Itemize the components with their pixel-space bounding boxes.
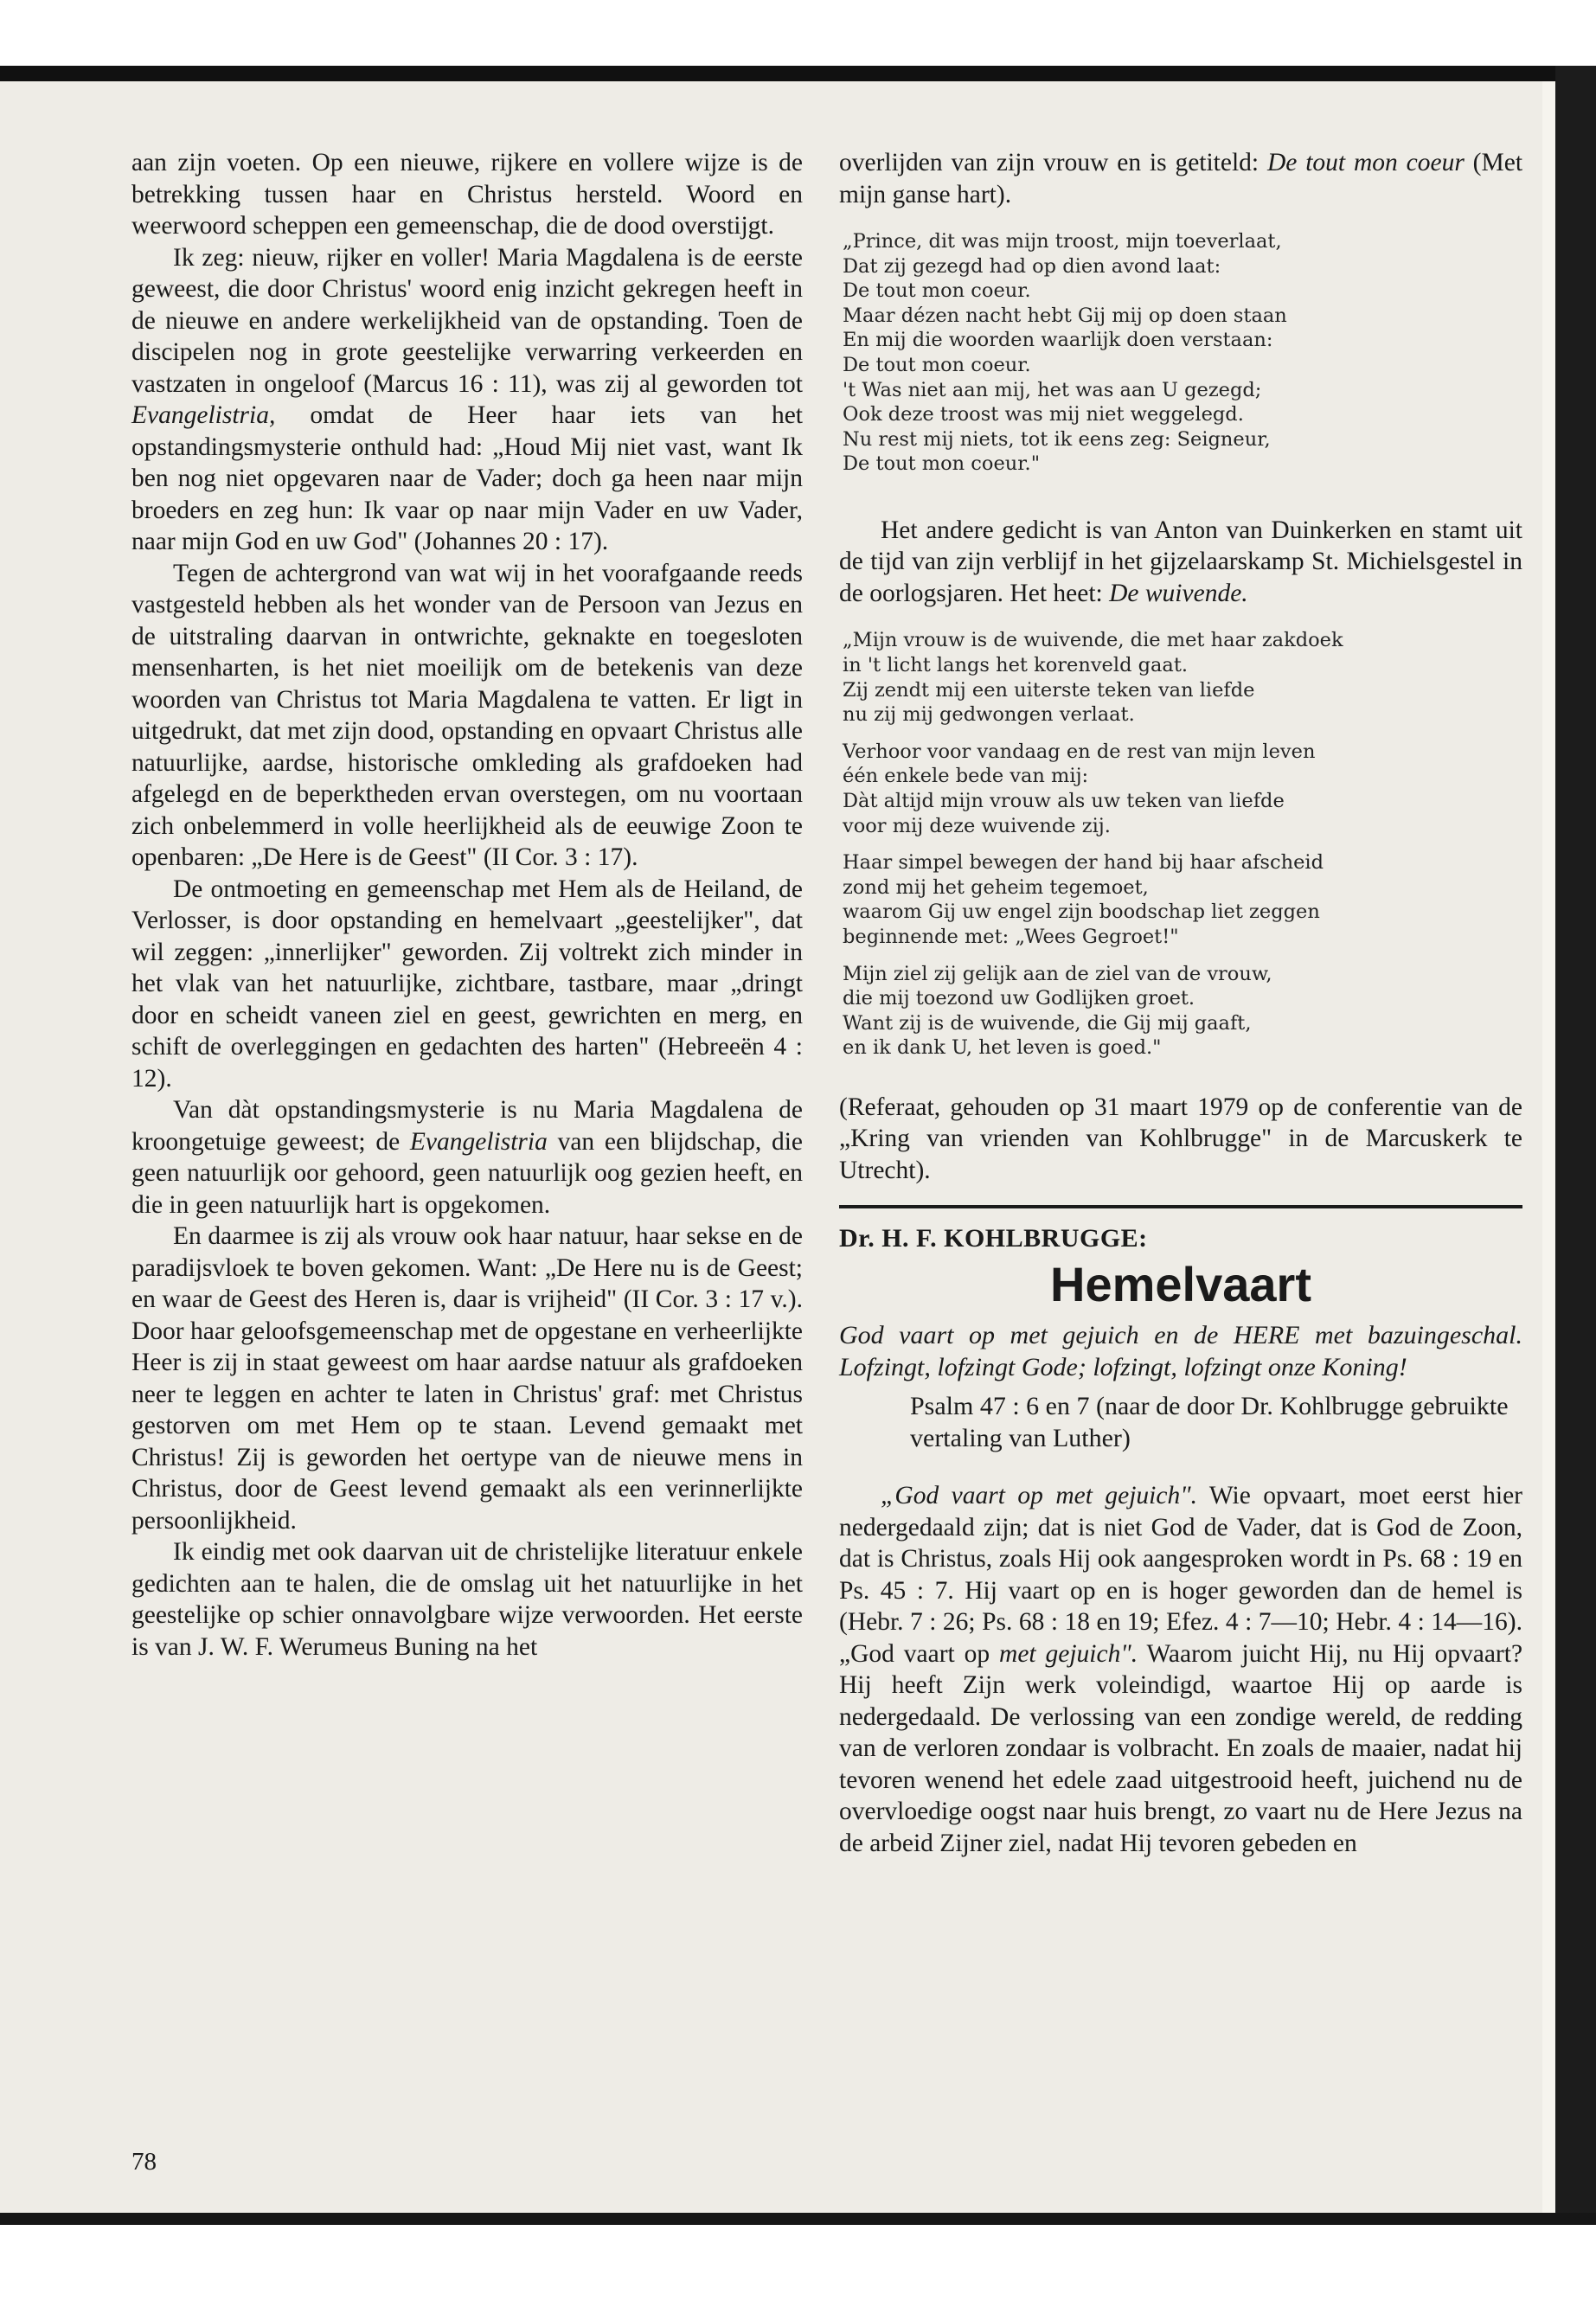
scan-bottom-border (0, 2213, 1596, 2225)
poem-line: „Prince, dit was mijn troost, mijn toeverlaat, (843, 230, 1282, 253)
intro-text: overlijden van zijn vrouw en is getiteld: (839, 149, 1259, 176)
intro-text: Het andere gedicht is van Anton van Duinkerken en stamt uit de tijd van zijn verblijf in het gijzelaarskamp St. Michielsgestel in de oorlogsjaren. Het heet: (839, 516, 1522, 607)
scan-right-paper-edge (1542, 81, 1555, 2213)
paragraph-text: Ik zeg: nieuw, rijker en voller! Maria Magdalena is de eerste geweest, die door Christus' woord enig inzicht gekregen heeft in de nieuwe en andere werkelijkheid van de opstanding. Toen de discipelen nog in grote geestelijke verwarring verkeerden en vastzaten in ongeloof (Marcus 16 : 11), was zij al geworden tot (131, 243, 803, 398)
paragraph: En daarmee is zij als vrouw ook haar natuur, haar sekse en de paradijsvloek te boven gekomen. Want: „De Here nu is de Geest; en waar de Geest des Heren is, daar is vrijheid" (II Cor. 3 : 17 v.). Door haar geloofsgemeenschap met de opgestane en verheerlijkte Heer is zij in staat geweest om haar aardse natuur als grafdoeken neer te leggen en achter te laten in Christus' graf: met Christus gestorven om met Hem op te staan. Levend gemaakt met Christus! Zij is geworden het oertype van de nieuwe mens in Christus, door de Geest levend gemaakt als een verinnerlijkte persoonlijkheid. (131, 1222, 803, 1535)
poem-title: De tout mon coeur (1266, 149, 1465, 176)
poem-line: Dàt altijd mijn vrouw als uw teken van liefde (843, 790, 1285, 812)
poem-line: De tout mon coeur. (843, 279, 1031, 303)
poem-line: De tout mon coeur." (843, 452, 1041, 476)
second-poem-intro (839, 515, 1522, 610)
poem-line: Nu rest mij niets, tot ik eens zeg: Seigneur, (843, 427, 1271, 451)
referaat-note: (Referaat, gehouden op 31 maart 1979 op de conferentie van de „Kring van vrienden van Kohlbrugge" in de Marcuskerk te Utrecht). (839, 1093, 1522, 1184)
poem-line: De tout mon coeur. (843, 353, 1031, 376)
psalm-reference: Psalm 47 : 6 en 7 (naar de door Dr. Kohlbrugge gebruikte vertaling van Luther) (910, 1392, 1509, 1453)
paragraph (131, 1094, 803, 1221)
poem-line: Mijn ziel zij gelijk aan de ziel van de vrouw, (843, 962, 1272, 985)
poem-stanza (843, 229, 1522, 477)
paragraph-text: omdat de Heer haar iets van het opstandingsmysterie onthuld had: „Houd Mij niet vast, want Ik ben nog niet opgevaren naar de Vader; doch ga heen naar mijn broeders en zeg hun: Ik vaar op naar mijn Vader en uw Vader, naar mijn God en uw God" (Johannes 20 : 17). (131, 401, 803, 555)
poem-line: nu zij mij gedwongen verlaat. (843, 703, 1135, 727)
intro-tail: (Met mijn ganse hart). (839, 149, 1523, 208)
poem-line: Want zij is de wuivende, die Gij mij gaaft, (843, 1011, 1252, 1035)
poem-line: Maar dézen nacht hebt Gij mij op doen staan (843, 304, 1287, 327)
right-column (839, 147, 1522, 1859)
poem-line: Ook deze troost was mij niet weggelegd. (843, 403, 1244, 426)
poem-line: beginnende met: „Wees Gegroet!" (843, 925, 1179, 948)
paragraph-text: Van dàt opstandingsmysterie is nu Maria Magdalena de kroongetuige geweest; de (131, 1096, 803, 1156)
scan-top-border (0, 66, 1596, 81)
spacer (839, 609, 1522, 628)
poem-stanza (843, 740, 1522, 838)
poem-stanza (843, 962, 1522, 1061)
article-body (839, 1480, 1522, 1859)
spacer (839, 1454, 1522, 1480)
body-text: Waarom juicht Hij, nu Hij opvaart? Hij heeft Zijn werk voleindigd, waartoe Hij op aarde is nedergedaald. De verlossing van een zondige wereld, de redding van de verloren zondaar is volbracht. En zoals de maaier, nadat hij tevoren wenend het edele zaad uitgestrooid heeft, juichend nu de overvloedige oogst naar huis brengt, zo vaart nu de Here Jezus na de arbeid Zijner ziel, nadat Hij tevoren gebeden en (839, 1639, 1523, 1857)
scan-right-border (1555, 66, 1596, 2225)
poem-line: 't Was niet aan mij, het was aan U gezegd; (843, 378, 1262, 401)
paragraph: Ik eindig met ook daarvan uit de christelijke literatuur enkele gedichten aan te halen, die de omslag uit het natuurlijke in het geestelijke op schier onnavolgbare wijze verwoorden. Het eerste is van J. W. F. Werumeus Buning na het (131, 1538, 803, 1661)
poem-line: in 't licht langs het korenveld gaat. (843, 654, 1189, 677)
article-epigraph: God vaart op met gejuich en de HERE met bazuingeschal. Lofzingt, lofzingt Gode; lofzingt, lofzingt onze Koning! (839, 1321, 1522, 1382)
poem-stanza (843, 850, 1522, 949)
body-text: Wie opvaart, moet eerst hier nedergedaald zijn; dat is niet God de Vader, dat is God de Zoon, dat is Christus, zoals Hij ook aangesproken wordt in Ps. 68 : 19 en Ps. 45 : 7. Hij vaart op en is hoger geworden dan de hemel is (Hebr. 7 : 26; Ps. 68 : 18 en 19; Efez. 4 : 7—10; Hebr. 4 : 14—16). „God vaart op (839, 1482, 1523, 1668)
poem-line: Verhoor voor vandaag en de rest van mijn leven (843, 740, 1316, 763)
paragraph: De ontmoeting en gemeenschap met Hem als de Heiland, de Verlosser, is door opstanding en hemelvaart „geestelijker", dat wil zeggen: „innerlijker" geworden. Zij voltrekt zich minder in het vlak van het natuurlijke, zichtbare, tastbare, maar „dringt door en scheidt vaneen ziel en geest, gewrichten en merg, en schift de overleggingen en gedachten des harten" (Hebreeën 4 : 12). (131, 875, 803, 1093)
poem-line: voor mij deze wuivende zij. (843, 814, 1111, 837)
poem-line: één enkele bede van mij: (843, 765, 1089, 788)
poem-line: „Mijn vrouw is de wuivende, die met haar zakdoek (843, 629, 1343, 652)
poem-de-wuivende (839, 628, 1522, 1061)
article-author: Dr. H. F. KOHLBRUGGE: (839, 1224, 1148, 1253)
poem-intro (839, 147, 1522, 210)
left-column (131, 147, 803, 1663)
poem-line: Haar simpel bewegen der hand bij haar afscheid (843, 851, 1324, 875)
paragraph: Tegen de achtergrond van wat wij in het voorafgaande reeds vastgesteld hebben als het wonder van de Persoon van Jezus en de uitstraling daarvan in ontwrichte, geknakte en toegesloten mensenharten, is het niet moeilijk om de betekenis van deze woorden van Christus tot Maria Magdalena te vatten. Er ligt in uitgedrukt, dat met zijn dood, opstanding en opvaart Christus alle natuurlijke, aardse, historische omkleding als grafdoeken had afgelegd en de beperktheden ervan overstegen, om nu voortaan zich onbelemmerd in volle heerlijkheid als de eeuwige Zoon te openbaren: „De Here is de Geest" (II Cor. 3 : 17). (131, 559, 803, 871)
paragraph (131, 242, 803, 558)
paragraph: aan zijn voeten. Op een nieuwe, rijkere en vollere wijze is de betrekking tussen haar en Christus hersteld. Woord en weerwoord scheppen een gemeenschap, die de dood overstijgt. (131, 149, 803, 240)
poem-line: En mij die woorden waarlijk doen verstaan: (843, 329, 1273, 352)
italic-term: Evangelistria (409, 1127, 548, 1156)
quote: „God vaart op met gejuich". (881, 1482, 1197, 1510)
poem-de-tout-mon-coeur (839, 229, 1522, 477)
poem-line: Zij zendt mij een uiterste teken van liefde (843, 678, 1255, 702)
spacer (839, 210, 1522, 229)
poem-line: en ik dank U, het leven is goed." (843, 1036, 1162, 1060)
article-title: Hemelvaart (1050, 1257, 1311, 1312)
poem-line: Dat zij gezegd had op dien avond laat: (843, 254, 1221, 278)
poem-line: waarom Gij uw engel zijn boodschap liet zeggen (843, 901, 1320, 924)
spacer (839, 1073, 1522, 1092)
quote: met gejuich". (999, 1639, 1138, 1668)
page-number: 78 (131, 2148, 157, 2176)
poem-line: zond mij het geheim tegemoet, (843, 875, 1149, 899)
section-divider (839, 1205, 1522, 1208)
poem-title: De wuivende. (1109, 579, 1248, 607)
italic-term: Evangelistria, (131, 401, 276, 429)
paragraph-text: van een blijdschap, die geen natuurlijk oor gehoord, geen natuurlijk oog gezien heeft, en die in geen natuurlijk hart is opgekomen. (131, 1127, 803, 1219)
magazine-page (0, 81, 1542, 2213)
spacer (839, 489, 1522, 515)
poem-stanza (843, 628, 1522, 727)
poem-line: die mij toezond uw Godlijken groet. (843, 987, 1195, 1010)
